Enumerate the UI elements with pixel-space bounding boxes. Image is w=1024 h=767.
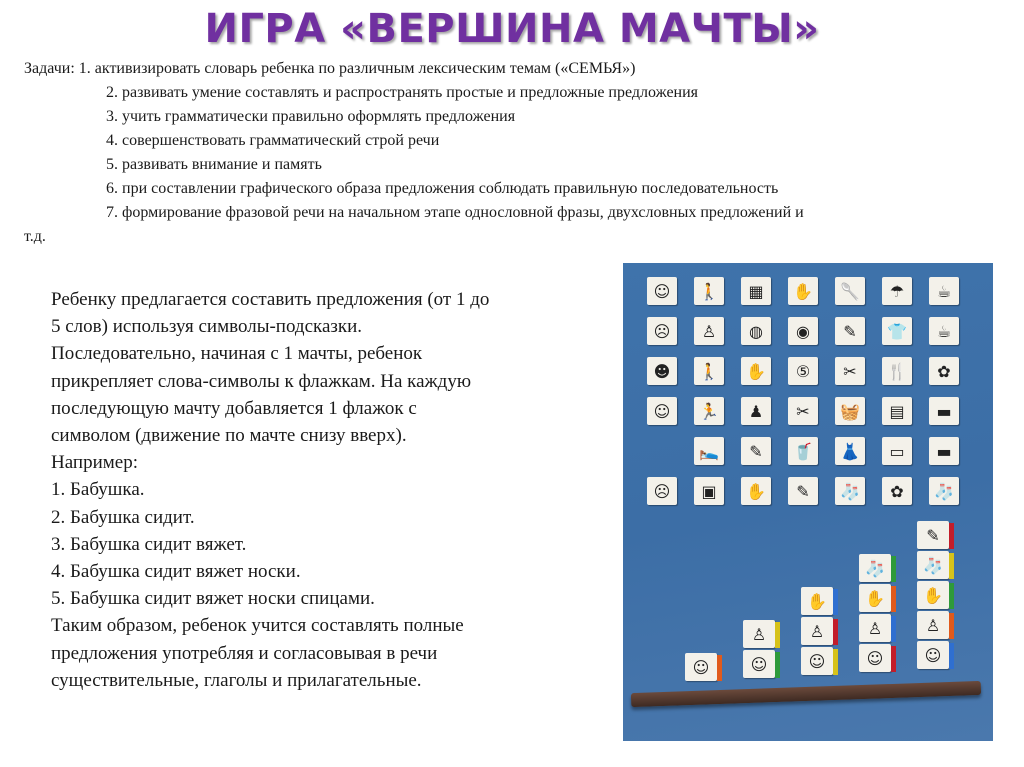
- symbol-card-icon: 🛌: [694, 437, 724, 465]
- description-line: 5. Бабушка сидит вяжет носки спицами.: [51, 588, 375, 610]
- mast-flag: [833, 589, 838, 615]
- symbol-card-icon: ▣: [694, 477, 724, 505]
- mast-symbol-card-icon: ☺: [685, 653, 717, 681]
- description-line: Последовательно, начиная с 1 мачты, ребенок: [51, 343, 423, 365]
- symbol-card-icon: ♟: [741, 397, 771, 425]
- symbol-card-icon: ✋: [741, 357, 771, 385]
- mast-symbol-card-icon: ✋: [917, 581, 949, 609]
- description-line: 3. Бабушка сидит вяжет.: [51, 533, 247, 555]
- mast-flag: [949, 523, 954, 549]
- mast-symbol-card-icon: ✋: [859, 584, 891, 612]
- symbol-card-icon: ☕: [929, 277, 959, 305]
- mast-flag: [949, 583, 954, 609]
- description-line: 2. Бабушка сидит.: [51, 506, 195, 528]
- symbol-card-icon: ▤: [882, 397, 912, 425]
- mast-flag: [833, 619, 838, 645]
- mast-flag: [949, 643, 954, 669]
- task-line: 3. учить грамматически правильно оформлять предложения: [106, 108, 516, 125]
- symbol-card-icon: 🥄: [835, 277, 865, 305]
- page-title: ИГРА «ВЕРШИНА МАЧТЫ»: [204, 6, 820, 52]
- wooden-shelf: [631, 681, 981, 707]
- description-line: 5 слов) используя символы-подсказки.: [51, 316, 363, 338]
- game-board-photo: [623, 263, 993, 741]
- mast-symbol-card-icon: ☺: [859, 644, 891, 672]
- task-line: т.д.: [24, 228, 46, 245]
- mast-symbol-card-icon: ♙: [801, 617, 833, 645]
- symbol-card-icon: ✿: [929, 357, 959, 385]
- symbol-card-icon: ♙: [694, 317, 724, 345]
- symbol-card-icon: ✂: [835, 357, 865, 385]
- symbol-card-icon: 🍴: [882, 357, 912, 385]
- mast-symbol-card-icon: ☺: [801, 647, 833, 675]
- symbol-card-icon: ☺: [647, 397, 677, 425]
- description-line: 1. Бабушка.: [51, 479, 145, 501]
- description-line: предложения употребляя и согласовывая в речи: [51, 642, 438, 664]
- mast-symbol-card-icon: ✎: [917, 521, 949, 549]
- description-line: существительные, глаголы и прилагательные.: [51, 669, 422, 691]
- task-line: 6. при составлении графического образа предложения соблюдать правильную последовательность: [106, 180, 779, 197]
- task-line: Задачи: 1. активизировать словарь ребенка по различным лексическим темам («СЕМЬЯ»): [24, 60, 636, 77]
- symbol-card-icon: ▬: [929, 437, 959, 465]
- symbol-card-icon: 🚶: [694, 357, 724, 385]
- symbol-card-icon: ✎: [835, 317, 865, 345]
- description-line: Ребенку предлагается составить предложения (от 1 до: [51, 289, 490, 310]
- symbol-card-icon: ✋: [741, 477, 771, 505]
- game-description: [51, 286, 596, 694]
- mast-flag: [891, 616, 896, 642]
- symbol-card-icon: 🧺: [835, 397, 865, 425]
- mast-symbol-card-icon: ☺: [743, 650, 775, 678]
- task-line: 2. развивать умение составлять и распространять простые и предложные предложения: [106, 84, 699, 101]
- mast-flag: [833, 649, 838, 675]
- mast-flag: [717, 655, 722, 681]
- symbol-card-icon: ◍: [741, 317, 771, 345]
- symbol-card-icon: ◉: [788, 317, 818, 345]
- mast-flag: [949, 553, 954, 579]
- mast-symbol-card-icon: 🧦: [859, 554, 891, 582]
- task-line: 4. совершенствовать грамматический строй речи: [106, 132, 440, 149]
- mast-flag: [891, 586, 896, 612]
- symbol-card-icon: ☻: [647, 357, 677, 385]
- symbol-card-icon: ✿: [882, 477, 912, 505]
- description-line: Таким образом, ребенок учится составлять полные: [51, 615, 464, 637]
- mast-symbol-card-icon: ☺: [917, 641, 949, 669]
- mast-flag: [891, 556, 896, 582]
- symbol-card-icon: ✎: [788, 477, 818, 505]
- symbol-card-icon: 👕: [882, 317, 912, 345]
- mast-symbol-card-icon: ♙: [917, 611, 949, 639]
- mast-symbol-card-icon: ✋: [801, 587, 833, 615]
- mast-symbol-card-icon: 🧦: [917, 551, 949, 579]
- tasks-list: [24, 57, 1004, 249]
- description-line: 4. Бабушка сидит вяжет носки.: [51, 561, 301, 583]
- symbol-card-icon: ☺: [647, 277, 677, 305]
- symbol-card-icon: ⑤: [788, 357, 818, 385]
- mast-symbol-card-icon: ♙: [859, 614, 891, 642]
- symbol-card-icon: ▭: [882, 437, 912, 465]
- symbol-card-icon: 🚶: [694, 277, 724, 305]
- mast-symbol-card-icon: ♙: [743, 620, 775, 648]
- description-line: Например:: [51, 452, 138, 474]
- symbol-card-icon: 🧦: [929, 477, 959, 505]
- symbol-card-icon: 👗: [835, 437, 865, 465]
- symbol-card-icon: 🥤: [788, 437, 818, 465]
- mast-flag: [775, 652, 780, 678]
- description-line: прикрепляет слова-символы к флажкам. На каждую: [51, 370, 472, 392]
- symbol-card-icon: ▦: [741, 277, 771, 305]
- task-line: 5. развивать внимание и память: [106, 156, 322, 173]
- symbol-card-icon: ▬: [929, 397, 959, 425]
- symbol-card-icon: ✂: [788, 397, 818, 425]
- description-line: символом (движение по мачте снизу вверх).: [51, 425, 407, 447]
- symbol-card-icon: ☹: [647, 317, 677, 345]
- symbol-card-icon: ✎: [741, 437, 771, 465]
- description-line: последующую мачту добавляется 1 флажок с: [51, 397, 417, 419]
- symbol-card-icon: ☹: [647, 477, 677, 505]
- symbol-card-icon: ☂: [882, 277, 912, 305]
- symbol-card-icon: ☕: [929, 317, 959, 345]
- mast-flag: [949, 613, 954, 639]
- mast-flag: [775, 622, 780, 648]
- mast-flag: [891, 646, 896, 672]
- task-line: 7. формирование фразовой речи на начальном этапе однословной фразы, двухсловных предложений и: [106, 204, 804, 221]
- symbol-card-icon: 🏃: [694, 397, 724, 425]
- symbol-card-icon: 🧦: [835, 477, 865, 505]
- symbol-card-icon: ✋: [788, 277, 818, 305]
